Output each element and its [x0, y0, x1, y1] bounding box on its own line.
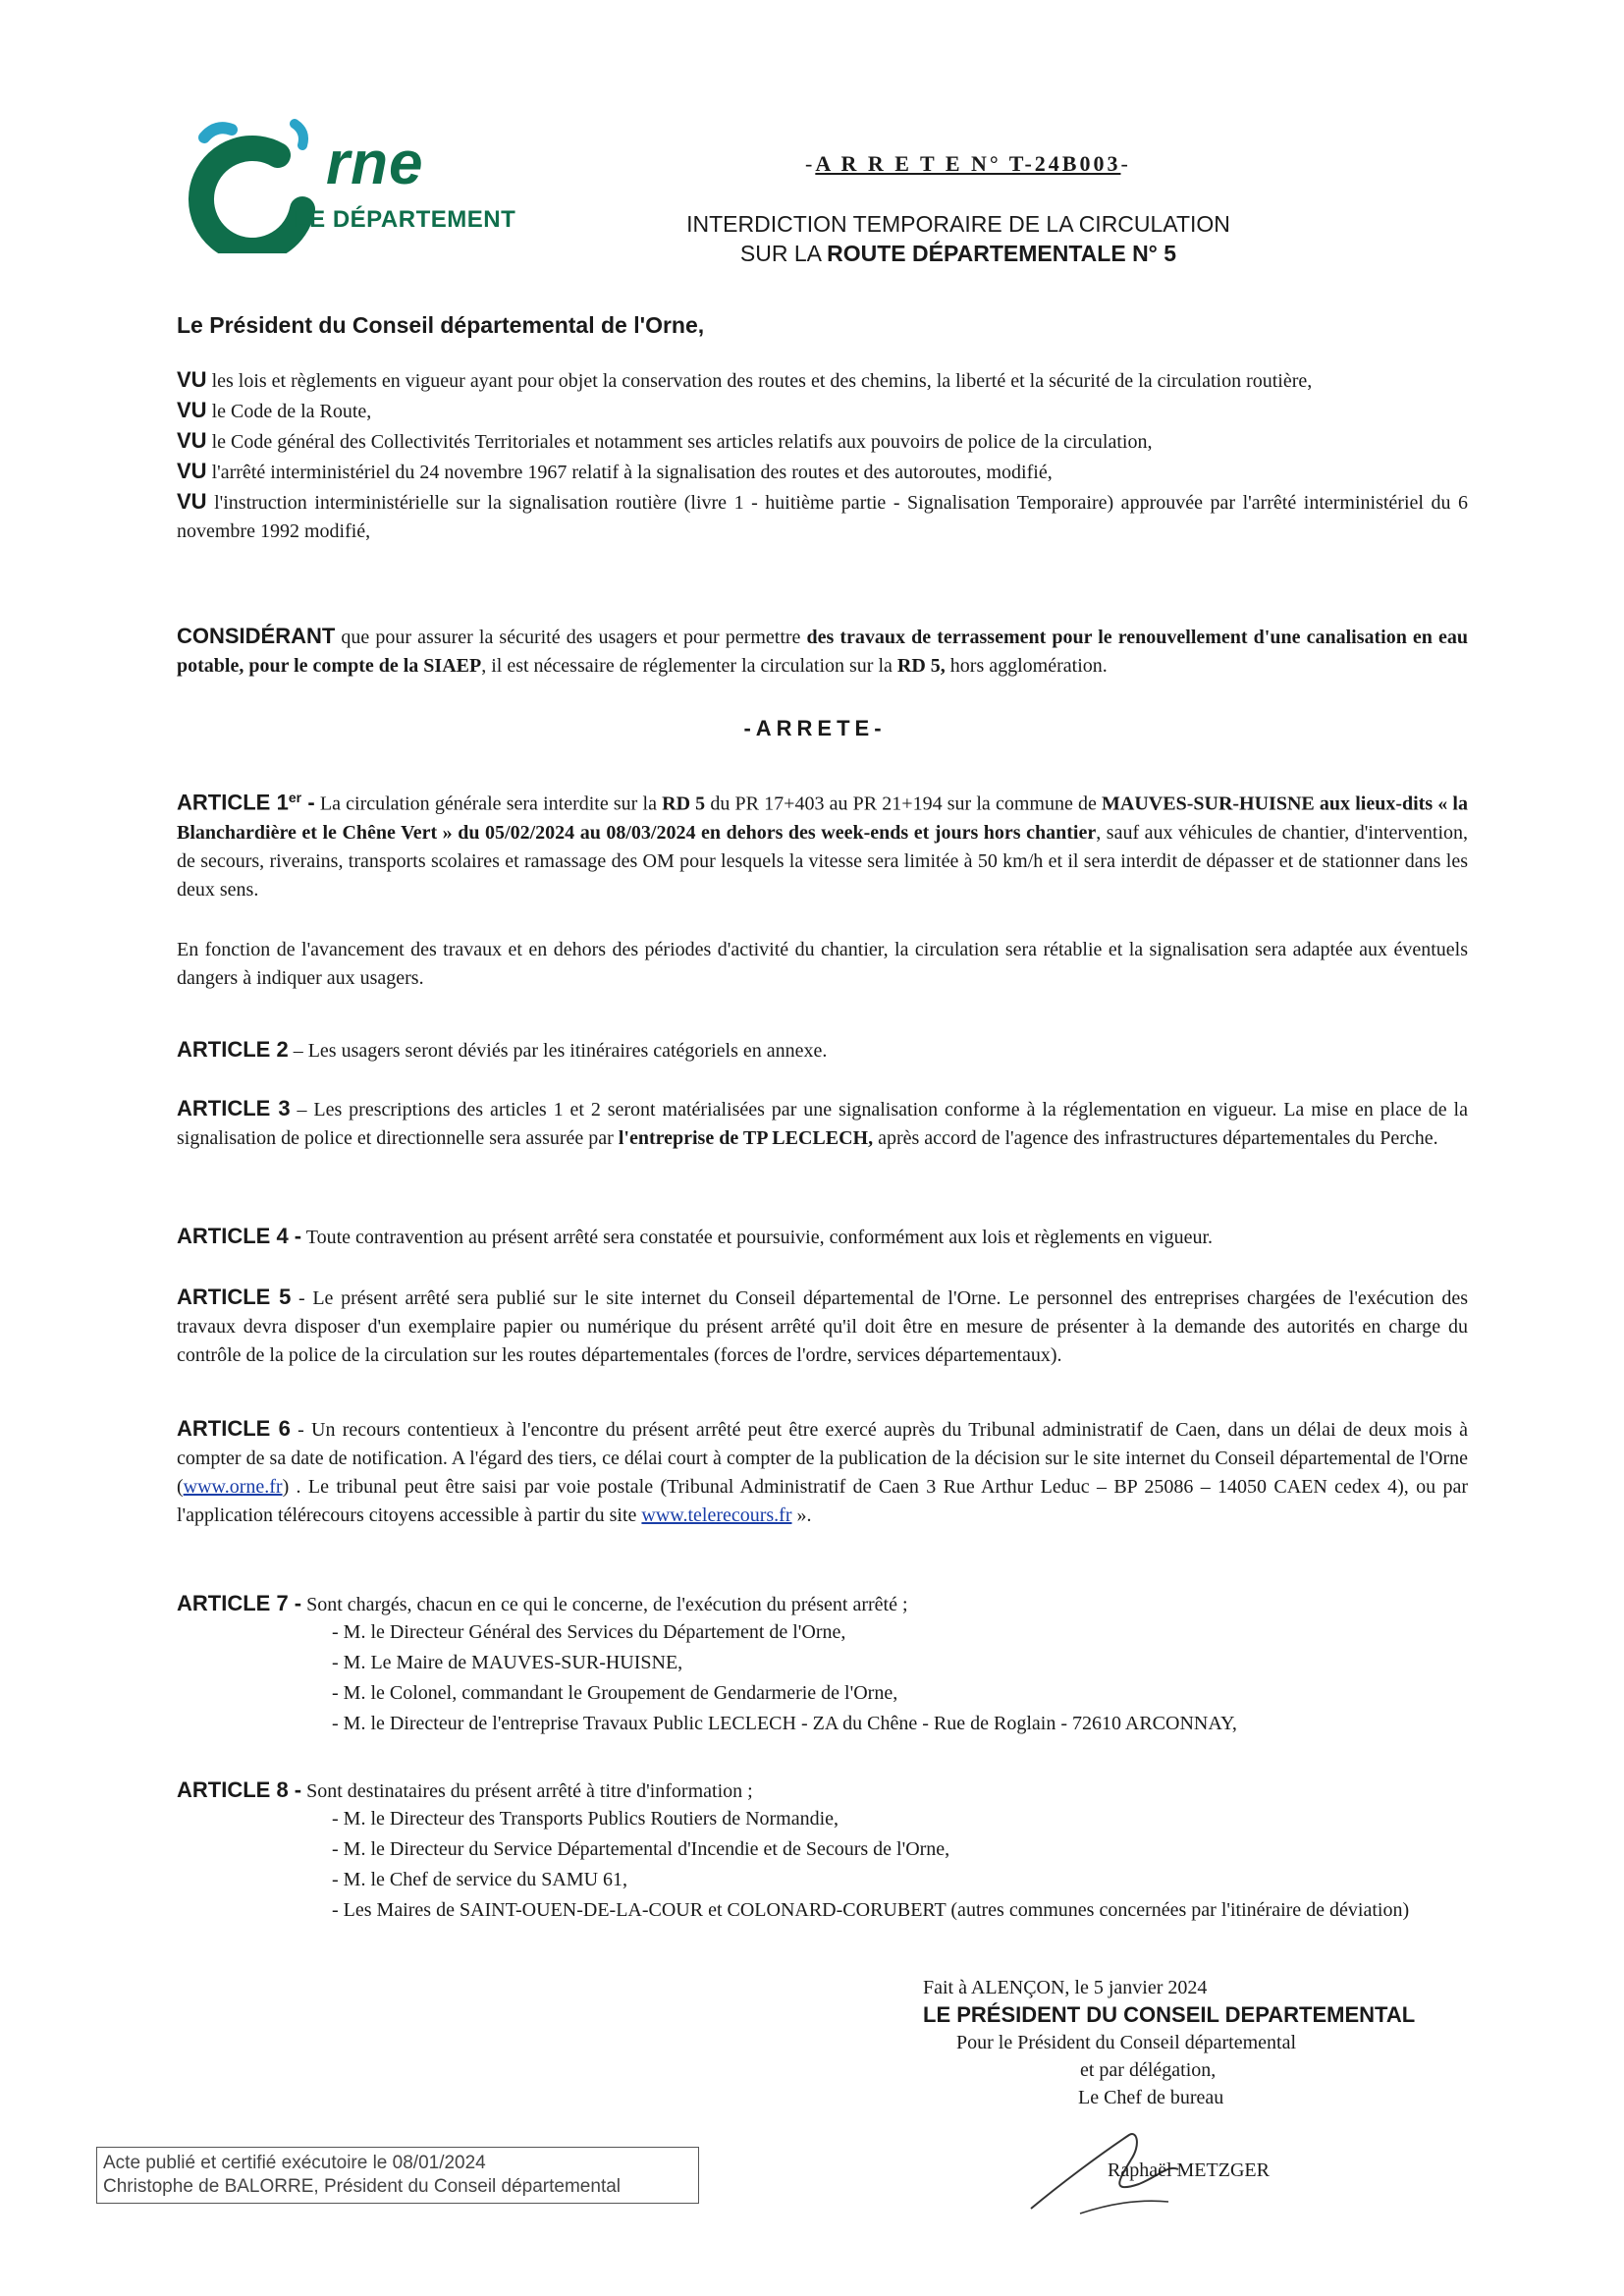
article-1-paragraph-2: En fonction de l'avancement des travaux et en dehors des périodes d'activité du chantier, la circulation sera rétablie et la signalisation sera adaptée aux éventuels dangers à indiquer aux usagers. — [177, 939, 1468, 989]
orne-logo — [185, 116, 518, 253]
arrete-number: -A R R E T E N° T-24B003- — [805, 151, 1131, 176]
signature-president: LE PRÉSIDENT DU CONSEIL DEPARTEMENTAL — [923, 2002, 1416, 2027]
considerant-paragraph: CONSIDÉRANT que pour assurer la sécurité des usagers et pour permettre des travaux de terrassement pour le renouvellement d'une canalisation en eau potable, pour le compte de la SIAEP, il est nécessaire de réglementer la circulation sur la RD 5, hors agglomération. — [177, 624, 1468, 677]
article-7-list — [332, 1617, 1237, 1739]
title-line-2: SUR LA ROUTE DÉPARTEMENTALE N° 5 — [739, 241, 1177, 266]
telerecours-link[interactable]: www.telerecours.fr — [641, 1504, 792, 1526]
article-3: ARTICLE 3 – Les prescriptions des articles 1 et 2 seront matérialisées par une signalisation conforme à la réglementation en vigueur. La mise en place de la signalisation de police et directionnelle sera assurée par l'entreprise de TP LECLECH, après accord de l'agence des infrastructures départementales du Perche. — [177, 1096, 1468, 1149]
vu-item: VU l'instruction interministérielle sur la signalisation routière (livre 1 - huitième partie - Signalisation Temporaire) approuvée par l'arrêté interministériel du 6 novembre 1992 modifié, — [177, 489, 1468, 542]
list-item: - M. Le Maire de MAUVES-SUR-HUISNE, — [332, 1652, 683, 1673]
vu-item: VU le Code de la Route, — [177, 398, 372, 422]
article-6: ARTICLE 6 - Un recours contentieux à l'encontre du présent arrêté peut être exercé auprès du Tribunal administratif de Caen, dans un délai de deux mois à compter de sa date de notification. A l'égard des tiers, ce délai court à compter de la publication de la décision sur le site internet du Conseil départemental de l'Orne (www.orne.fr) . Le tribunal peut être saisi par voie postale (Tribunal Administratif de Caen 3 Rue Arthur Leduc – BP 25086 – 14050 CAEN cedex 4), ou par l'application télérecours citoyens accessible à partir du site www.telerecours.fr ». — [177, 1416, 1468, 1526]
vu-list — [177, 365, 1468, 546]
list-item: - M. le Colonel, commandant le Groupement de Gendarmerie de l'Orne, — [332, 1682, 898, 1704]
list-item: - Les Maires de SAINT-OUEN-DE-LA-COUR et COLONARD-CORUBERT (autres communes concernées par l'itinéraire de déviation) — [332, 1899, 1410, 1921]
arrete-heading: -ARRETE- — [743, 716, 887, 740]
article-1: ARTICLE 1er - La circulation générale sera interdite sur la RD 5 du PR 17+403 au PR 21+194 sur la commune de MAUVES-SUR-HUISNE aux lieux-dits « la Blanchardière et le Chêne Vert » du 05/02/2024 au 08/03/2024 en dehors des week-ends et jours hors chantier, sauf aux véhicules de chantier, d'intervention, de secours, riverains, transports scolaires et ramassage des OM pour lesquels la vitesse sera limitée à 50 km/h et il sera interdit de dépasser et de stationner dans les deux sens. — [177, 790, 1469, 901]
list-item: - M. le Directeur Général des Services du Département de l'Orne, — [332, 1621, 846, 1643]
vu-item: VU les lois et règlements en vigueur ayant pour objet la conservation des routes et des chemins, la liberté et la sécurité de la circulation routière, — [177, 367, 1313, 392]
signature-chef: Le Chef de bureau — [1078, 2087, 1224, 2108]
vu-item: VU l'arrêté interministériel du 24 novembre 1967 relatif à la signalisation des routes et des autoroutes, modifié, — [177, 459, 1053, 483]
publication-stamp: Acte publié et certifié exécutoire le 08/01/2024 Christophe de BALORRE, Président du Conseil départemental — [96, 2147, 699, 2204]
title-line-1: INTERDICTION TEMPORAIRE DE LA CIRCULATION — [686, 211, 1230, 237]
vu-item: VU le Code général des Collectivités Territoriales et notamment ses articles relatifs aux pouvoirs de police de la circulation, — [177, 428, 1153, 453]
signature-block — [923, 1974, 1473, 2223]
article-4: ARTICLE 4 - Toute contravention au présent arrêté sera constatée et poursuivie, conformément aux lois et règlements en vigueur. — [177, 1224, 1214, 1248]
signature-delegation: et par délégation, — [1080, 2059, 1217, 2081]
signature-name: Raphaël METZGER — [1108, 2159, 1270, 2181]
logo-wordmark: rne — [326, 130, 424, 197]
article-8-list — [332, 1804, 1466, 1926]
orne-link[interactable]: www.orne.fr — [183, 1476, 283, 1498]
signature-pour: Pour le Président du Conseil départemental — [956, 2032, 1297, 2053]
article-5: ARTICLE 5 - Le présent arrêté sera publié sur le site internet du Conseil départemental de l'Orne. Le personnel des entreprises chargées de l'exécution des travaux devra disposer d'un exemplaire papier ou numérique du présent arrêté qu'il doit être en mesure de présenter à la demande des autorités en charge du contrôle de la police de la circulation sur les routes départementales (forces de l'ordre, services départementaux). — [177, 1285, 1468, 1366]
list-item: - M. le Chef de service du SAMU 61, — [332, 1869, 628, 1890]
logo-subtitle: LE DÉPARTEMENT — [295, 206, 516, 233]
fait-a: Fait à ALENÇON, le 5 janvier 2024 — [923, 1977, 1208, 1998]
article-8: ARTICLE 8 - Sont destinataires du présent arrêté à titre d'information ; — [177, 1777, 753, 1802]
list-item: - M. le Directeur du Service Départemental d'Incendie et de Secours de l'Orne, — [332, 1838, 950, 1860]
list-item: - M. le Directeur de l'entreprise Travaux Public LECLECH - ZA du Chêne - Rue de Roglain - 72610 ARCONNAY, — [332, 1713, 1237, 1734]
article-2: ARTICLE 2 – Les usagers seront déviés par les itinéraires catégoriels en annexe. — [177, 1037, 828, 1062]
list-item: - M. le Directeur des Transports Publics Routiers de Normandie, — [332, 1808, 839, 1830]
president-heading: Le Président du Conseil départemental de l'Orne, — [177, 312, 705, 338]
article-7: ARTICLE 7 - Sont chargés, chacun en ce qui le concerne, de l'exécution du présent arrêté ; — [177, 1591, 908, 1615]
